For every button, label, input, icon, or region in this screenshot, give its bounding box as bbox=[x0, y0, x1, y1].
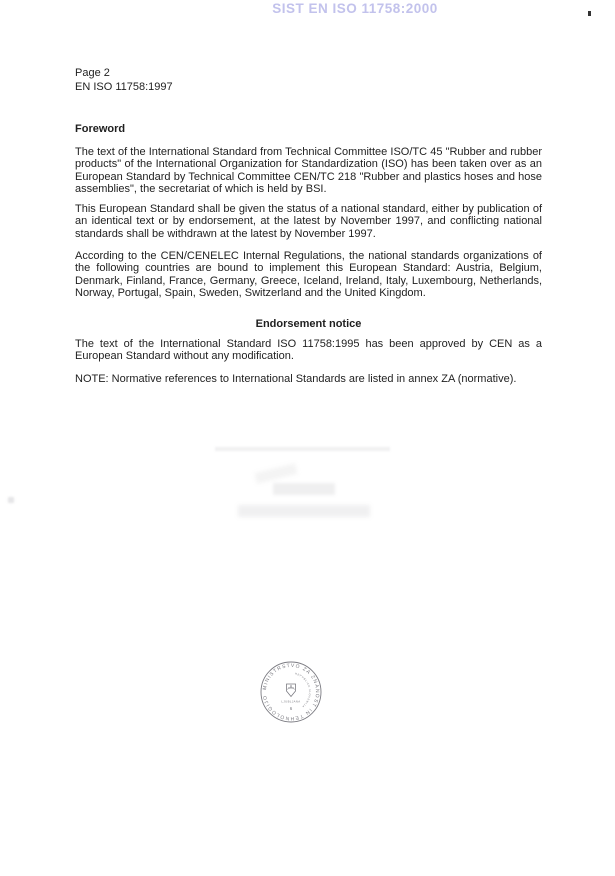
foreword-paragraph-3: According to the CEN/CENELEC Internal Regulations, the national standards organizations of the following countries are bound to implement this European Standard: Austria, Belgium, Denmark, Finland, France, Germany, Greece, Iceland, Ireland, Italy, Luxembourg, Netherlands, Norway, Portugal, Spain, Sweden, Switzerland and the United Kingdom. bbox=[75, 250, 542, 300]
stamp-outer-arc-text: MINISTRSTVO ZA ZNANOST IN TEHNOLOGIJO bbox=[261, 662, 321, 722]
endorsement-paragraph: The text of the International Standard ISO 11758:1995 has been approved by CEN as a European Standard without any modification. bbox=[75, 338, 542, 363]
document-reference: EN ISO 11758:1997 bbox=[75, 81, 173, 93]
stamp-icon bbox=[257, 658, 325, 726]
ministry-stamp-seal bbox=[257, 658, 325, 726]
stamp-inner-arc-text: REPUBLIKA SLOVENIJA bbox=[294, 672, 312, 709]
stamp-city-text: LJUBLJANA bbox=[281, 699, 301, 704]
scan-artifact bbox=[254, 463, 297, 484]
page-number-label: Page 2 bbox=[75, 67, 110, 79]
page-header bbox=[75, 66, 173, 94]
coat-of-arms-icon bbox=[287, 684, 296, 697]
stamp-number-text: 6 bbox=[289, 706, 293, 711]
foreword-paragraph-2: This European Standard shall be given the status of a national standard, either by publication of an identical text or by endorsement, at the latest by November 1997, and conflicting national standards shall be withdrawn at the latest by November 1997. bbox=[75, 203, 542, 240]
foreword-heading: Foreword bbox=[75, 123, 126, 135]
normative-references-note: NOTE: Normative references to International Standards are listed in annex ZA (normative). bbox=[75, 373, 517, 385]
endorsement-notice-heading: Endorsement notice bbox=[255, 318, 362, 330]
scan-artifact bbox=[8, 497, 14, 503]
scan-artifact bbox=[273, 483, 335, 495]
scan-artifact bbox=[238, 505, 370, 517]
scan-artifact bbox=[215, 447, 390, 451]
header-watermark: SIST EN ISO 11758:2000 bbox=[272, 1, 438, 16]
foreword-paragraph-1: The text of the International Standard from Technical Committee ISO/TC 45 "Rubber and rubber products" of the International Organization for Standardization (ISO) has been taken over as an European Standard by Technical Committee CEN/TC 218 "Rubber and plastics hoses and hose assemblies", the secretariat of which is held by BSI. bbox=[75, 146, 542, 196]
